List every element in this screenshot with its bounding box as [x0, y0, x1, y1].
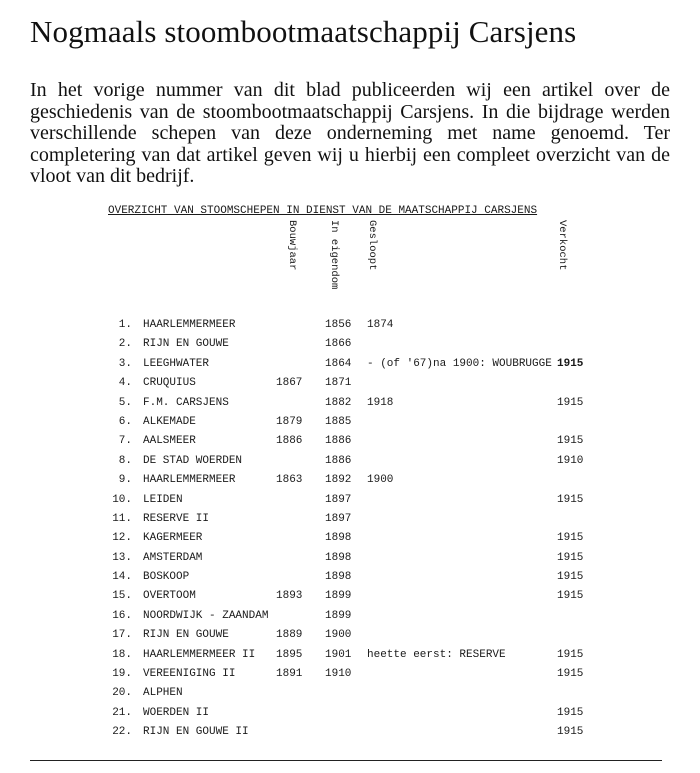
bouwjaar-cell: 1889: [276, 629, 303, 642]
table-row: [0, 473, 700, 492]
bouwjaar-cell: 1867: [276, 377, 303, 390]
table-row: [0, 570, 700, 589]
ship-name: RESERVE II: [143, 512, 210, 525]
bouwjaar-cell: 1879: [276, 415, 303, 428]
gesloopt-cell: 1918: [367, 396, 394, 409]
ship-name: WOERDEN II: [143, 706, 210, 719]
table-row: [0, 396, 700, 415]
in-eigendom-cell: 1897: [325, 493, 352, 506]
ship-table: [0, 318, 700, 745]
table-heading: OVERZICHT VAN STOOMSCHEPEN IN DIENST VAN DE MAATSCHAPPIJ CARSJENS: [108, 205, 538, 217]
table-row: [0, 725, 700, 744]
verkocht-cell: 1915: [557, 396, 584, 409]
table-row: [0, 357, 700, 376]
in-eigendom-cell: 1856: [325, 319, 352, 331]
verkocht-cell: 1915: [557, 493, 584, 506]
ship-name: OVERTOOM: [143, 590, 196, 603]
row-number: 20.: [112, 687, 132, 700]
row-number: 14.: [112, 571, 132, 584]
gesloopt-cell: - (of '67)na 1900: WOUBRUGGE: [367, 357, 552, 370]
in-eigendom-cell: 1901: [325, 648, 352, 661]
gesloopt-cell: heette eerst: RESERVE: [367, 648, 506, 661]
ship-name: DE STAD WOERDEN: [143, 454, 243, 467]
in-eigendom-cell: 1897: [325, 512, 352, 525]
table-row: [0, 434, 700, 453]
ship-name: HAARLEMMERMEER: [143, 474, 236, 487]
table-row: [0, 318, 700, 337]
in-eigendom-cell: 1900: [325, 629, 352, 642]
in-eigendom-cell: 1886: [325, 454, 352, 467]
in-eigendom-cell: 1886: [325, 435, 352, 448]
in-eigendom-cell: 1899: [325, 590, 352, 603]
row-number: 2.: [118, 338, 132, 351]
gesloopt-cell: 1900: [367, 474, 394, 487]
row-number: 4.: [118, 377, 132, 390]
verkocht-cell: 1915: [557, 590, 584, 603]
in-eigendom-cell: 1910: [325, 668, 352, 681]
in-eigendom-cell: 1871: [325, 377, 352, 390]
ship-name: LEEGHWATER: [143, 357, 210, 370]
bouwjaar-cell: 1891: [276, 668, 303, 681]
table-row: [0, 493, 700, 512]
gesloopt-cell: 1874: [367, 319, 394, 331]
in-eigendom-cell: 1898: [325, 532, 352, 545]
ship-name: ALKEMADE: [143, 415, 196, 428]
table-row: [0, 667, 700, 686]
table-row: [0, 337, 700, 356]
row-number: 17.: [112, 629, 132, 642]
ship-name: RIJN EN GOUWE: [143, 338, 229, 351]
in-eigendom-cell: 1899: [325, 609, 352, 622]
ship-name: NOORDWIJK - ZAANDAM: [143, 609, 269, 622]
verkocht-cell: 1910: [557, 454, 584, 467]
table-row: [0, 706, 700, 725]
verkocht-cell: 1915: [557, 532, 584, 545]
in-eigendom-cell: 1898: [325, 571, 352, 584]
in-eigendom-cell: 1882: [325, 396, 352, 409]
row-number: 8.: [118, 454, 132, 467]
bottom-rule: [30, 760, 662, 761]
row-number: 21.: [112, 706, 132, 719]
ship-name: VEREENIGING II: [143, 668, 236, 681]
row-number: 3.: [118, 357, 132, 370]
table-row: [0, 415, 700, 434]
table-row: [0, 551, 700, 570]
in-eigendom-cell: 1885: [325, 415, 352, 428]
verkocht-cell: 1915: [557, 648, 584, 661]
table-row: [0, 454, 700, 473]
ship-name: AMSTERDAM: [143, 551, 203, 564]
ship-name: LEIDEN: [143, 493, 183, 506]
in-eigendom-cell: 1892: [325, 474, 352, 487]
in-eigendom-cell: 1866: [325, 338, 352, 351]
ship-name: F.M. CARSJENS: [143, 396, 229, 409]
ship-name: HAARLEMMERMEER II: [143, 648, 256, 661]
table-row: [0, 376, 700, 395]
table-row: [0, 512, 700, 531]
ship-name: HAARLEMMERMEER: [143, 319, 236, 331]
verkocht-cell: 1915: [557, 357, 584, 370]
ship-name: KAGERMEER: [143, 532, 203, 545]
verkocht-cell: 1915: [557, 551, 584, 564]
bouwjaar-cell: 1893: [276, 590, 303, 603]
verkocht-cell: 1915: [557, 668, 584, 681]
ship-name: CRUQUIUS: [143, 377, 196, 390]
column-header-gesloopt: Gesloopt: [366, 220, 378, 271]
column-header-in-eigendom: In eigendom: [328, 220, 340, 290]
ship-name: BOSKOOP: [143, 571, 190, 584]
row-number: 7.: [118, 435, 132, 448]
bouwjaar-cell: 1895: [276, 648, 303, 661]
row-number: 13.: [112, 551, 132, 564]
bouwjaar-cell: 1886: [276, 435, 303, 448]
ship-name: RIJN EN GOUWE II: [143, 726, 249, 739]
row-number: 6.: [118, 415, 132, 428]
row-number: 5.: [118, 396, 132, 409]
in-eigendom-cell: 1864: [325, 357, 352, 370]
table-row: [0, 628, 700, 647]
row-number: 1.: [118, 319, 132, 331]
verkocht-cell: 1915: [557, 571, 584, 584]
table-row: [0, 686, 700, 705]
row-number: 12.: [112, 532, 132, 545]
row-number: 10.: [112, 493, 132, 506]
table-row: [0, 589, 700, 608]
table-row: [0, 531, 700, 550]
row-number: 15.: [112, 590, 132, 603]
row-number: 19.: [112, 668, 132, 681]
ship-name: ALPHEN: [143, 687, 183, 700]
bouwjaar-cell: 1863: [276, 474, 303, 487]
verkocht-cell: 1915: [557, 435, 584, 448]
row-number: 11.: [112, 512, 132, 525]
row-number: 16.: [112, 609, 132, 622]
ship-name: AALSMEER: [143, 435, 196, 448]
ship-name: RIJN EN GOUWE: [143, 629, 229, 642]
column-header-bouwjaar: Bouwjaar: [286, 220, 298, 271]
row-number: 9.: [118, 474, 132, 487]
verkocht-cell: 1915: [557, 726, 584, 739]
column-header-verkocht: Verkocht: [556, 220, 568, 271]
table-row: [0, 648, 700, 667]
row-number: 18.: [112, 648, 132, 661]
article-title: Nogmaals stoombootmaatschappij Carsjens: [30, 14, 577, 49]
in-eigendom-cell: 1898: [325, 551, 352, 564]
table-row: [0, 609, 700, 628]
article-intro: In het vorige nummer van dit blad publiceerden wij een artikel over de geschiedenis van de stoombootmaatschappij Carsjens. In die bijdrage werden verschillende schepen van deze onderneming met name genoemd. Ter completering van dat artikel geven wij u hierbij een compleet overzicht van de vloot van dit bedrijf.: [30, 79, 670, 187]
row-number: 22.: [112, 726, 132, 739]
verkocht-cell: 1915: [557, 706, 584, 719]
